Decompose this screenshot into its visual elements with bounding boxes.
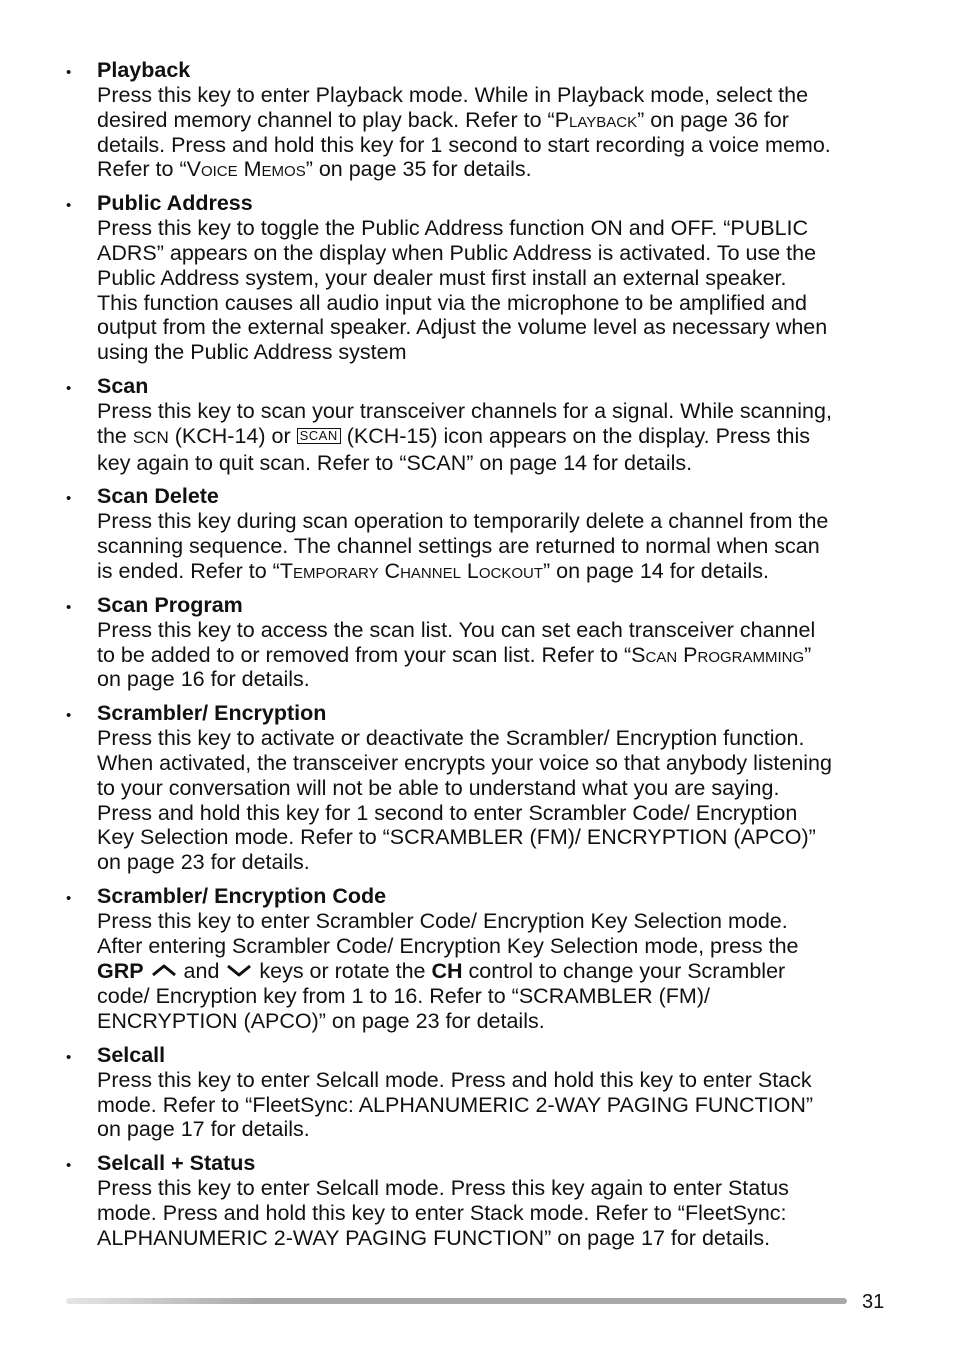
scan-indicator-icon: SCAN <box>297 428 341 444</box>
desc-line: Press this key to enter Scrambler Code/ Encryption Key Selection mode. <box>97 908 788 933</box>
item-title: Scrambler/ Encryption <box>97 701 327 726</box>
desc-line: details. Press and hold this key for 1 second to start recording a voice memo. <box>97 132 831 157</box>
desc-line <box>97 643 896 668</box>
desc-text: control to change your Scrambler <box>462 958 786 983</box>
desc-line: This function causes all audio input via the microphone to be amplified and <box>97 290 807 315</box>
page-content <box>66 58 896 1260</box>
desc-text: ” <box>804 642 812 667</box>
item-title: Scrambler/ Encryption Code <box>97 883 387 908</box>
desc-text: is ended. Refer to “ <box>97 558 280 583</box>
desc-line: Press this key to enter Playback mode. While in Playback mode, select the <box>97 83 809 107</box>
desc-line: When activated, the transceiver encrypts your voice so that anybody listening <box>97 750 832 775</box>
desc-line: on page 16 for details. <box>97 667 310 692</box>
desc-line: Press this key during scan operation to temporarily delete a channel from the <box>97 509 829 534</box>
desc-line: ADRS” appears on the display when Public Address is activated. To use the <box>97 240 817 265</box>
desc-line: Press and hold this key for 1 second to enter Scrambler Code/ Encryption <box>97 800 798 825</box>
desc-line: code/ Encryption key from 1 to 16. Refer to “SCRAMBLER (FM)/ <box>97 984 710 1009</box>
list-item-scan <box>66 374 896 475</box>
desc-line: ENCRYPTION (APCO)” on page 23 for details. <box>97 1009 545 1034</box>
item-title: Selcall <box>97 1042 166 1067</box>
desc-line: mode. Press and hold this key to enter Stack mode. Refer to “FleetSync: <box>97 1201 787 1226</box>
section-ref: Playback <box>554 107 638 132</box>
desc-line: on page 17 for details. <box>97 1117 310 1142</box>
item-description <box>97 909 896 1034</box>
desc-text: Refer to “ <box>97 157 187 182</box>
desc-line: using the Public Address system <box>97 340 407 365</box>
bullet: • <box>66 1048 72 1066</box>
item-title: Selcall + Status <box>97 1151 256 1176</box>
desc-line: Press this key to enter Selcall mode. Press this key again to enter Status <box>97 1176 789 1201</box>
desc-text: and <box>177 958 226 983</box>
item-title: Scan Program <box>97 592 243 617</box>
list-item-scan-program <box>66 593 896 692</box>
item-title: Playback <box>97 58 191 82</box>
desc-line: Press this key to scan your transceiver channels for a signal. While scanning, <box>97 398 832 423</box>
desc-line: Press this key to enter Selcall mode. Press and hold this key to enter Stack <box>97 1067 812 1092</box>
list-item-scrambler-encryption <box>66 701 896 875</box>
scn-indicator: SCN <box>132 427 169 447</box>
desc-line <box>97 424 896 451</box>
desc-line <box>97 157 896 182</box>
bullet: • <box>66 64 72 81</box>
desc-line: Press this key to activate or deactivate the Scrambler/ Encryption function. <box>97 726 805 751</box>
ch-key-label: CH <box>431 958 463 983</box>
item-description <box>97 509 896 583</box>
list-item-scrambler-encryption-code <box>66 884 896 1034</box>
bullet: • <box>66 197 72 215</box>
desc-text: desired memory channel to play back. Refer to “ <box>97 107 555 132</box>
list-item-selcall <box>66 1043 896 1142</box>
grp-key-label: GRP <box>97 958 144 983</box>
item-title: Scan <box>97 373 149 398</box>
item-title: Public Address <box>97 191 253 216</box>
item-description <box>97 216 896 365</box>
item-description <box>97 726 896 875</box>
item-description <box>97 618 896 692</box>
desc-line: Press this key to access the scan list. You can set each transceiver channel <box>97 617 816 642</box>
desc-line: ALPHANUMERIC 2-WAY PAGING FUNCTION” on page 17 for details. <box>97 1225 771 1250</box>
section-ref: Voice Memos <box>186 157 306 182</box>
desc-line: key again to quit scan. Refer to “SCAN” on page 14 for details. <box>97 450 693 475</box>
desc-text: the <box>97 423 133 448</box>
desc-line: Press this key to toggle the Public Address function ON and OFF. “PUBLIC <box>97 216 809 241</box>
desc-text: ” on page 35 for details. <box>305 157 532 182</box>
section-ref: Temporary Channel Lockout <box>279 558 544 583</box>
footer-rule <box>66 1298 847 1304</box>
list-item-scan-delete <box>66 484 896 583</box>
desc-line: output from the external speaker. Adjust the volume level as necessary when <box>97 315 828 340</box>
desc-text: ” on page 14 for details. <box>543 558 769 583</box>
list-item-selcall-status <box>66 1151 896 1250</box>
bullet: • <box>66 490 72 508</box>
chevron-up-icon <box>150 959 178 984</box>
bullet: • <box>66 598 72 616</box>
desc-line <box>97 108 896 133</box>
page-number: 31 <box>862 1291 885 1313</box>
desc-text: (KCH-15) icon appears on the display. Press this <box>340 423 810 448</box>
desc-line: scanning sequence. The channel settings are returned to normal when scan <box>97 534 820 559</box>
section-ref: Scan Programming <box>631 642 805 667</box>
bullet: • <box>66 1157 72 1175</box>
desc-line: to your conversation will not be able to understand what you are saying. <box>97 775 780 800</box>
desc-line: mode. Refer to “FleetSync: ALPHANUMERIC 2-WAY PAGING FUNCTION” <box>97 1092 814 1117</box>
list-item-public-address <box>66 191 896 365</box>
desc-text: (KCH-14) or <box>168 423 297 448</box>
bullet: • <box>66 707 72 725</box>
item-description <box>97 399 896 475</box>
chevron-down-icon <box>225 959 253 984</box>
item-description <box>97 1068 896 1142</box>
item-title: Scan Delete <box>97 484 219 509</box>
bullet: • <box>66 379 72 397</box>
item-description <box>97 83 896 182</box>
item-description <box>97 1176 896 1250</box>
desc-text: keys or rotate the <box>253 958 432 983</box>
desc-line: After entering Scrambler Code/ Encryption Key Selection mode, press the <box>97 933 799 958</box>
desc-text: to be added to or removed from your scan list. Refer to “ <box>97 642 632 667</box>
desc-line: Public Address system, your dealer must first install an external speaker. <box>97 265 787 290</box>
desc-text: ” on page 36 for <box>637 107 789 132</box>
desc-line <box>97 959 896 985</box>
desc-line: on page 23 for details. <box>97 850 310 875</box>
bullet: • <box>66 889 72 907</box>
desc-line: Key Selection mode. Refer to “SCRAMBLER (FM)/ ENCRYPTION (APCO)” <box>97 825 816 850</box>
desc-line <box>97 559 896 584</box>
list-item-playback <box>66 58 896 182</box>
